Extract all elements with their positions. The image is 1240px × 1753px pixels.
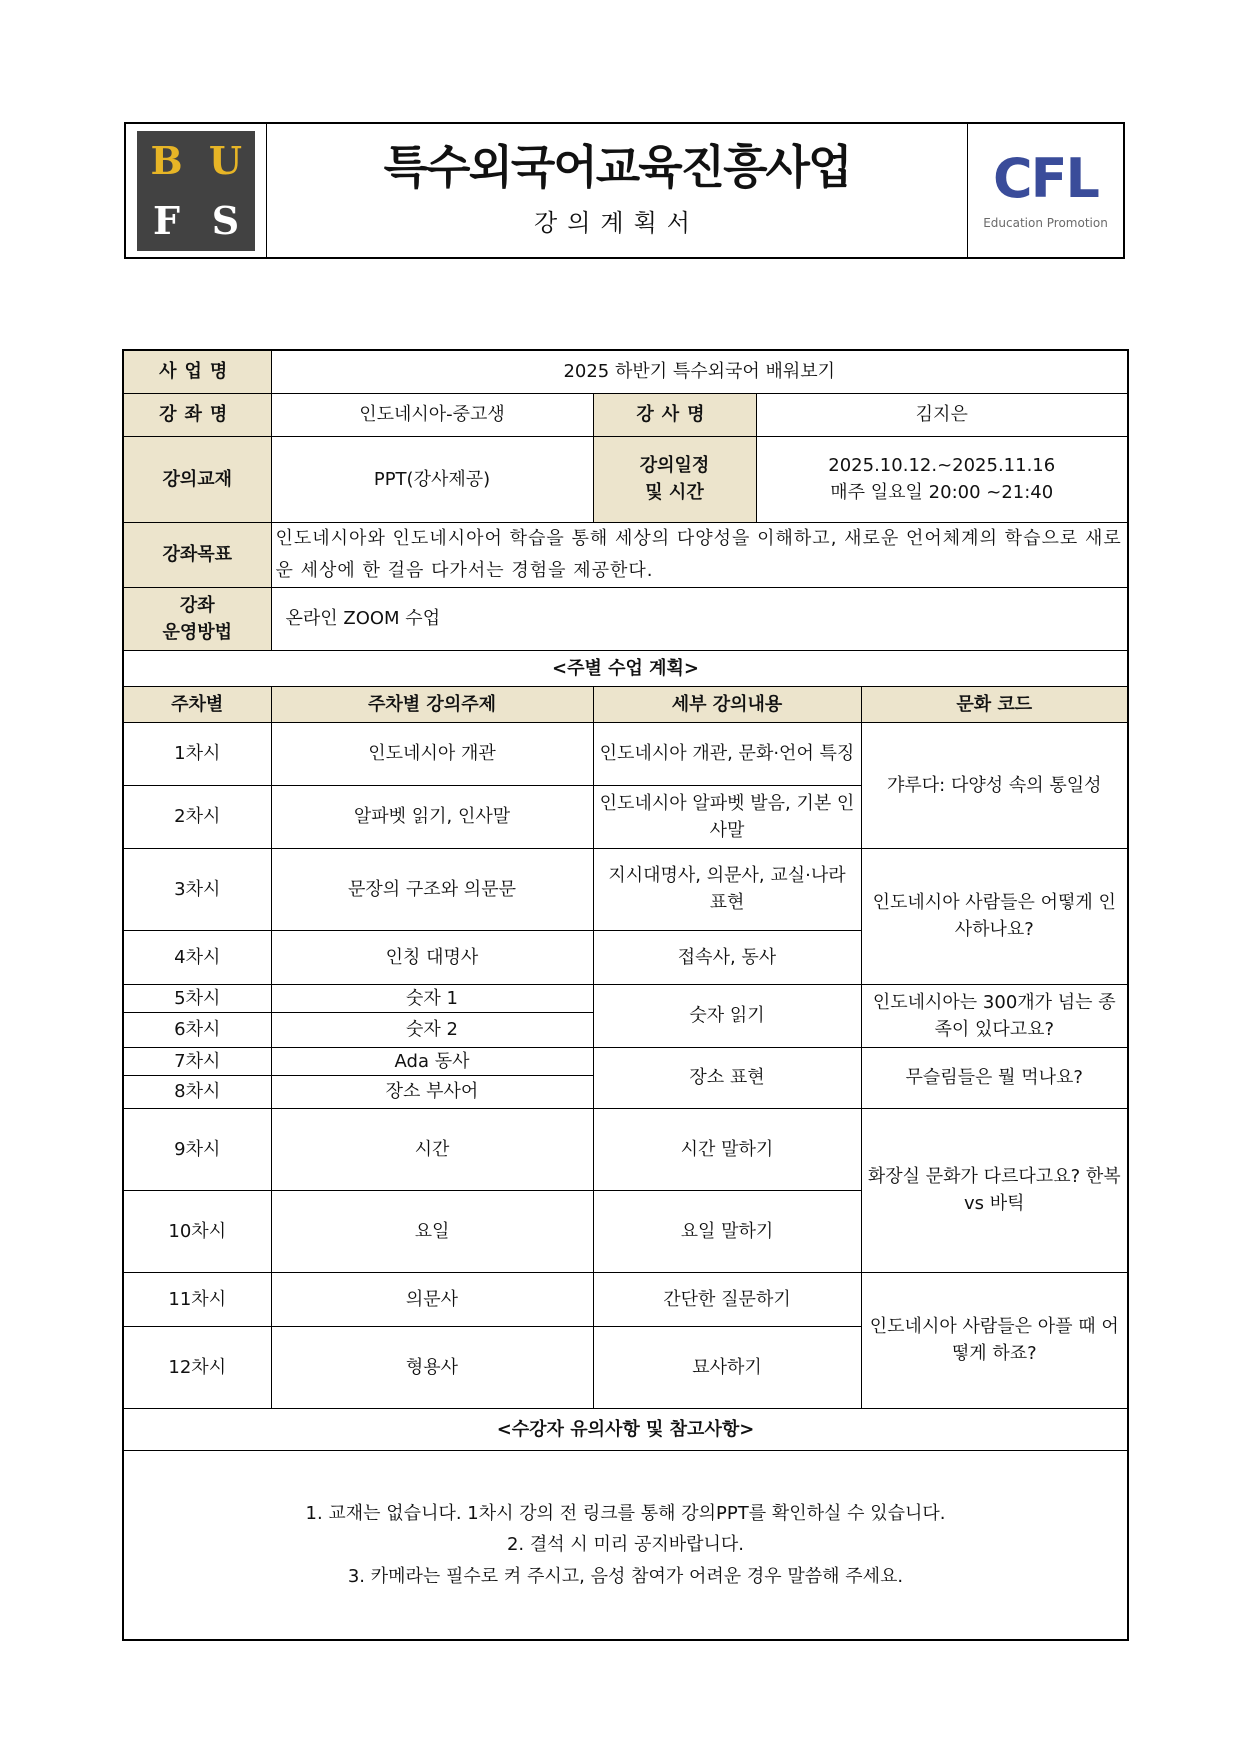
method-label-line: 운영방법 <box>162 621 233 643</box>
material-label: 강의교재 <box>162 468 233 490</box>
goal-value: 인도네시아와 인도네시아어 학습을 통해 세상의 다양성을 이해하고, 새로운 언어체계의 학습으로 새로운 세상에 한 걸음 다가서는 경험을 제공한다. <box>271 522 1128 587</box>
cell-text: 접속사, 동사 <box>593 930 861 984</box>
notes-content <box>123 1450 1128 1640</box>
instructor-value: 김지은 <box>756 393 1128 436</box>
culture-code: 인도네시아 사람들은 어떻게 인사하나요? <box>861 848 1128 984</box>
cell-text: 4차시 <box>123 930 271 984</box>
method-label <box>123 587 271 650</box>
course-label: 강좌명 <box>123 393 271 436</box>
cell-text: 9차시 <box>123 1108 271 1190</box>
course-value: 인도네시아-중고생 <box>271 393 593 436</box>
cfl-logo <box>967 124 1123 257</box>
cell-text: 요일 말하기 <box>593 1190 861 1272</box>
project-value: 2025 하반기 특수외국어 배워보기 <box>271 350 1128 393</box>
cell-text: 7차시 <box>123 1047 271 1075</box>
bufs-logo <box>137 131 255 251</box>
instructor-label: 강사명 <box>593 393 756 436</box>
cell-text: 숫자 1 <box>271 984 593 1012</box>
document-title: 특수외국어교육진흥사업 <box>383 140 851 194</box>
cell-text: 11차시 <box>123 1272 271 1326</box>
cell-text: 인도네시아 개관, 문화·언어 특징 <box>593 722 861 785</box>
cell-text: 인칭 대명사 <box>271 930 593 984</box>
cell-text: 2차시 <box>123 785 271 848</box>
schedule-date: 2025.10.12.~2025.11.16 <box>828 455 1056 476</box>
col-header-culture: 문화 코드 <box>861 686 1128 722</box>
project-label: 사업명 <box>123 350 271 393</box>
table-row <box>123 1108 1128 1190</box>
lecture-plan-table <box>122 349 1129 1641</box>
table-row <box>123 1272 1128 1326</box>
cell-text: 숫자 읽기 <box>593 984 861 1047</box>
col-header-topic: 주차별 강의주제 <box>271 686 593 722</box>
cell-text: 알파벳 읽기, 인사말 <box>271 785 593 848</box>
cfl-logo-text: CFL <box>993 147 1098 210</box>
weekly-plan-title: <주별 수업 계획> <box>123 650 1128 686</box>
document-subtitle: 강의계획서 <box>534 209 700 238</box>
cell-text: 3차시 <box>123 848 271 930</box>
cell-text: 시간 <box>271 1108 593 1190</box>
cell-text: 지시대명사, 의문사, 교실·나라 표현 <box>593 848 861 930</box>
schedule-label-cell <box>123 436 271 522</box>
cell-text: 숫자 2 <box>271 1012 593 1047</box>
cell-text: 장소 표현 <box>593 1047 861 1108</box>
bufs-letter: U <box>208 137 243 183</box>
schedule-time: 매주 일요일 20:00 ~21:40 <box>830 482 1054 503</box>
schedule-label <box>593 436 756 522</box>
table-row <box>123 722 1128 785</box>
cell-text: 시간 말하기 <box>593 1108 861 1190</box>
culture-code: 인도네시아는 300개가 넘는 종족이 있다고요? <box>861 984 1128 1047</box>
method-value: 온라인 ZOOM 수업 <box>271 587 1128 650</box>
cell-text: 장소 부사어 <box>271 1075 593 1108</box>
notes-title: <수강자 유의사항 및 참고사항> <box>123 1408 1128 1450</box>
culture-code: 화장실 문화가 다르다고요? 한복 vs 바틱 <box>861 1108 1128 1272</box>
title-cell <box>267 124 967 257</box>
cell-text: 의문사 <box>271 1272 593 1326</box>
note-item: 1. 교재는 없습니다. 1차시 강의 전 링크를 통해 강의PPT를 확인하실 수 있습니다. <box>305 1502 946 1524</box>
cell-text: 인도네시아 개관 <box>271 722 593 785</box>
bufs-letter: S <box>211 197 240 243</box>
note-item: 2. 결석 시 미리 공지바랍니다. <box>506 1534 745 1555</box>
cell-text: 10차시 <box>123 1190 271 1272</box>
culture-code: 갸루다: 다양성 속의 통일성 <box>861 722 1128 848</box>
cell-text: 형용사 <box>271 1326 593 1408</box>
cell-text: 6차시 <box>123 1012 271 1047</box>
culture-code: 무슬림들은 뭘 먹나요? <box>861 1047 1128 1108</box>
cell-text: 간단한 질문하기 <box>593 1272 861 1326</box>
cell-text: 12차시 <box>123 1326 271 1408</box>
bufs-letter: F <box>153 197 180 243</box>
table-row <box>123 1047 1128 1075</box>
cell-text: 1차시 <box>123 722 271 785</box>
method-label-line: 강좌 <box>179 594 215 616</box>
cell-text: 묘사하기 <box>593 1326 861 1408</box>
table-row <box>123 848 1128 930</box>
cell-text: 문장의 구조와 의문문 <box>271 848 593 930</box>
culture-code: 인도네시아 사람들은 아플 때 어떻게 하죠? <box>861 1272 1128 1408</box>
material-value: PPT(강사제공) <box>271 436 593 522</box>
col-header-week: 주차별 <box>123 686 271 722</box>
table-row <box>123 984 1128 1012</box>
goal-label: 강좌목표 <box>123 522 271 587</box>
note-item: 3. 카메라는 필수로 켜 주시고, 음성 참여가 어려운 경우 말씀해 주세요. <box>347 1565 904 1587</box>
schedule-label-line: 및 시간 <box>645 482 704 503</box>
col-header-detail: 세부 강의내용 <box>593 686 861 722</box>
left-logo-cell <box>126 124 267 257</box>
bufs-letter: B <box>150 137 183 183</box>
cell-text: 인도네시아 알파벳 발음, 기본 인사말 <box>593 785 861 848</box>
document-header <box>124 122 1125 259</box>
cell-text: 5차시 <box>123 984 271 1012</box>
cell-text: 요일 <box>271 1190 593 1272</box>
cell-text: 8차시 <box>123 1075 271 1108</box>
schedule-label-line: 강의일정 <box>639 455 710 476</box>
cell-text: Ada 동사 <box>271 1047 593 1075</box>
schedule-value <box>756 436 1128 522</box>
cfl-logo-subtext: Education Promotion <box>983 216 1108 231</box>
